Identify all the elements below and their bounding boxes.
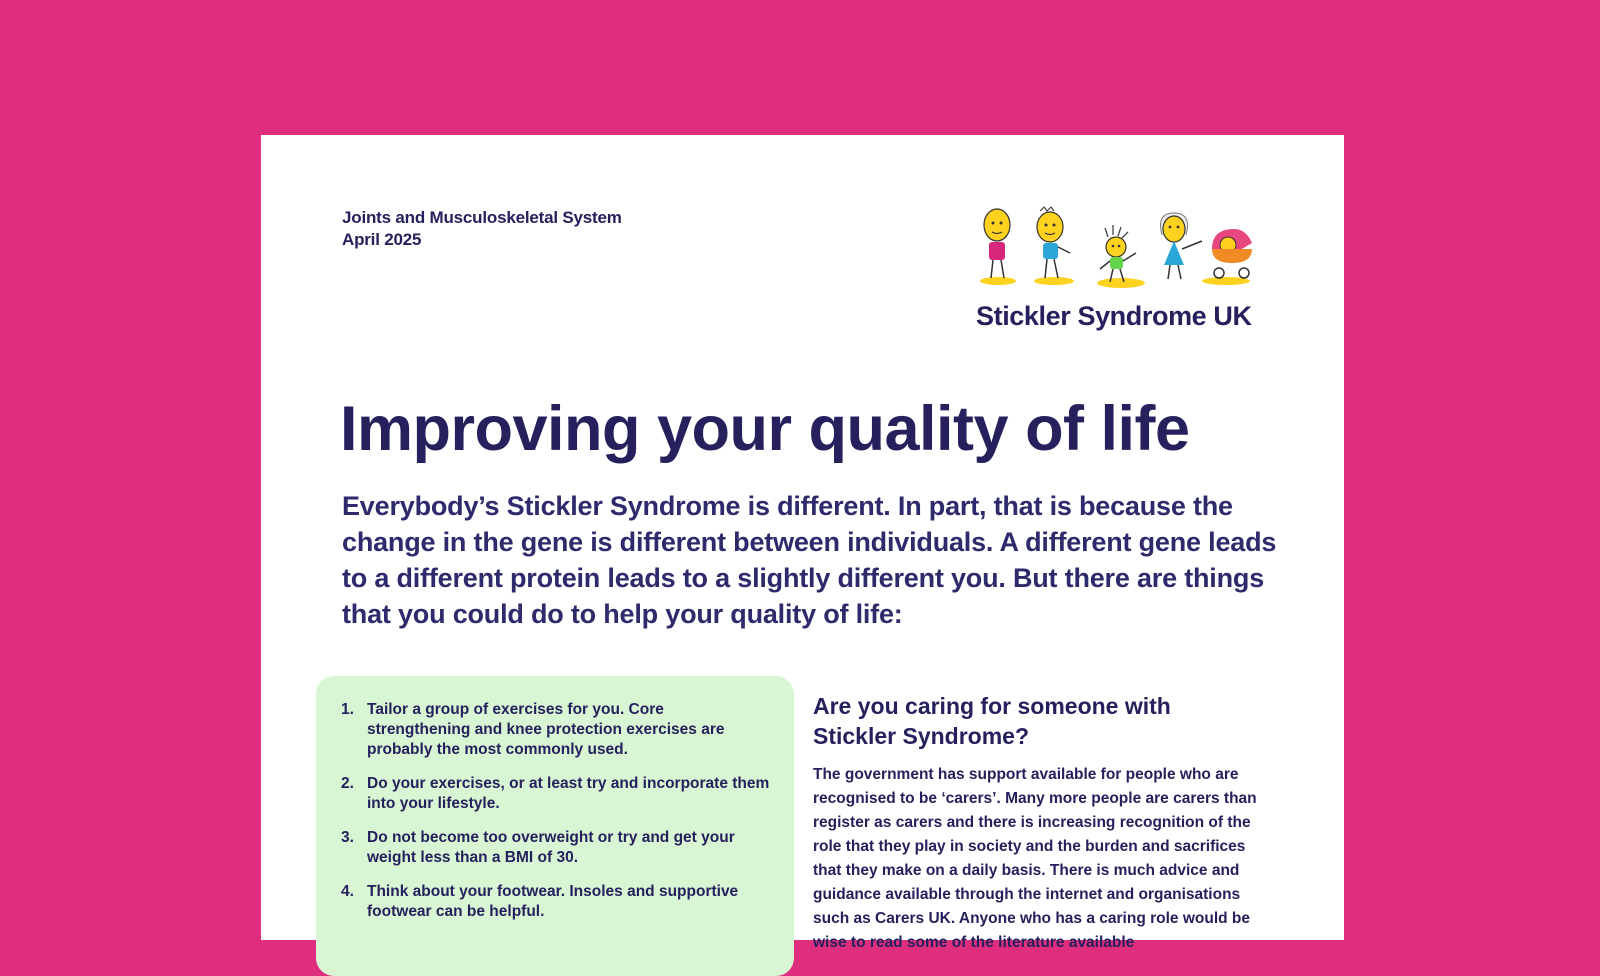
list-number: 1.	[341, 701, 354, 718]
tips-box	[316, 676, 794, 976]
list-item	[341, 700, 771, 760]
document-page	[261, 135, 1344, 951]
list-item	[341, 828, 771, 868]
list-number: 4.	[341, 883, 354, 900]
list-item-text: Think about your footwear. Insoles and supportive footwear can be helpful.	[367, 883, 739, 920]
list-item	[341, 774, 771, 814]
caring-body: The government has support available for people who are recognised to be ‘carers’. Many more people are carers than register as carers and there is increasing recognition of the role that they play in society and the burden and sacrifices that they make on a daily basis. There is much advice and guidance available through the internet and organisations such as Carers UK. Anyone who has a caring role would be wise to read some of the literature available	[813, 766, 1257, 951]
page-title: Improving your quality of life	[340, 394, 1190, 464]
list-item-text: Do your exercises, or at least try and incorporate them into your lifestyle.	[367, 775, 770, 812]
caring-heading: Are you caring for someone with Stickler Syndrome?	[813, 693, 1171, 749]
family-figures-illustration	[976, 205, 1266, 300]
document-date: April 2025	[342, 230, 422, 249]
list-number: 3.	[341, 829, 354, 846]
list-number: 2.	[341, 775, 354, 792]
stickler-syndrome-uk-logo	[976, 205, 1276, 335]
intro-paragraph: Everybody’s Stickler Syndrome is different. In part, that is because the change in the gene is different between individuals. A different gene leads to a different protein leads to a slightly different you. But there are things that you could do to help your quality of life:	[342, 491, 1277, 629]
logo-wordmark: Stickler Syndrome UK	[976, 301, 1252, 331]
list-item	[341, 882, 771, 922]
tips-list	[341, 700, 771, 936]
document-meta	[342, 207, 622, 251]
document-category: Joints and Musculoskeletal System	[342, 208, 622, 227]
list-item-text: Do not become too overweight or try and get your weight less than a BMI of 30.	[367, 829, 735, 866]
list-item-text: Tailor a group of exercises for you. Core strengthening and knee protection exercises are probably the most commonly used.	[367, 701, 725, 758]
